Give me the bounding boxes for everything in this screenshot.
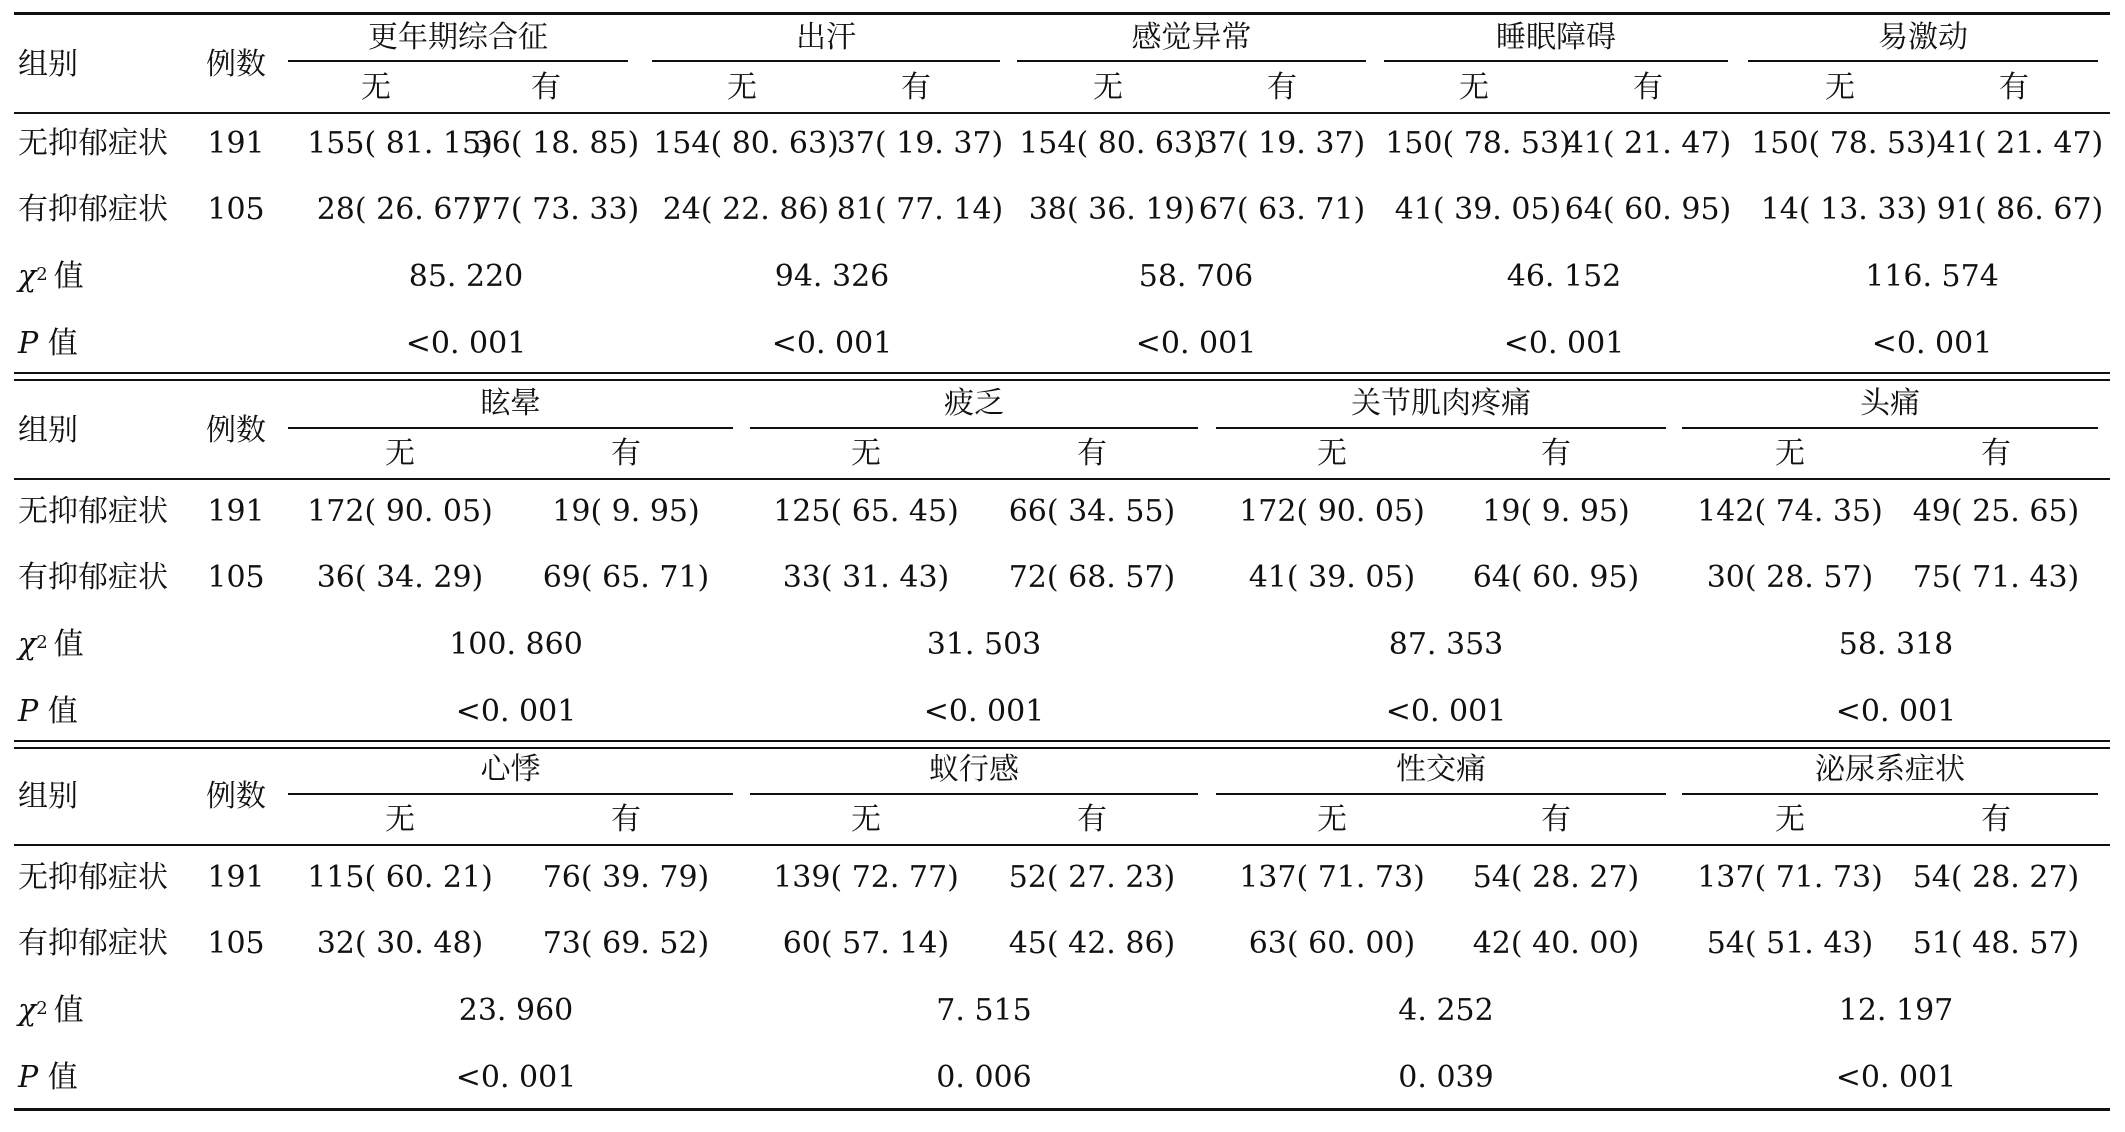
section-divider-rule	[14, 747, 2110, 749]
chi-square-label	[18, 991, 84, 1031]
data-cell: 64( 60. 95)	[1564, 192, 1732, 227]
row-count: 191	[207, 860, 265, 895]
subheader-yes: 有	[1541, 802, 1571, 837]
symptom-header: 睡眠障碍	[1496, 20, 1616, 55]
data-cell: 49( 25. 65)	[1912, 494, 2080, 529]
chi-square-value: 31. 503	[926, 627, 1042, 662]
p-value: <0. 001	[1871, 326, 1993, 361]
data-cell: 60( 57. 14)	[782, 926, 950, 961]
subheader-no: 无	[385, 802, 415, 837]
header-group-label: 组别	[18, 47, 78, 82]
subheader-yes: 有	[1541, 436, 1571, 471]
header-bottom-rule	[14, 478, 2110, 480]
symptom-header: 疲乏	[944, 386, 1004, 421]
row-count: 191	[207, 494, 265, 529]
subheader-yes: 有	[1267, 70, 1297, 105]
chi-square-label	[18, 257, 84, 297]
chi-square-value: 85. 220	[408, 259, 524, 294]
chi-square-value: 46. 152	[1506, 259, 1622, 294]
data-cell: 52( 27. 23)	[1008, 860, 1176, 895]
data-cell: 81( 77. 14)	[836, 192, 1004, 227]
chi-square-value: 87. 353	[1388, 627, 1504, 662]
data-cell: 69( 65. 71)	[542, 560, 710, 595]
section-divider-rule	[14, 740, 2110, 742]
row-count: 105	[207, 192, 265, 227]
symptom-underline	[1017, 60, 1366, 62]
data-cell: 41( 39. 05)	[1248, 560, 1416, 595]
symptom-header: 关节肌肉疼痛	[1351, 386, 1531, 421]
data-cell: 42( 40. 00)	[1472, 926, 1640, 961]
header-bottom-rule	[14, 844, 2110, 846]
data-cell: 32( 30. 48)	[316, 926, 484, 961]
chi-superscript: 2	[36, 998, 48, 1019]
data-cell: 142( 74. 35)	[1697, 494, 1883, 529]
subheader-no: 无	[385, 436, 415, 471]
symptom-header: 蚁行感	[929, 752, 1019, 787]
data-cell: 115( 60. 21)	[307, 860, 493, 895]
chi-square-value: 12. 197	[1838, 993, 1954, 1028]
chi-square-value: 23. 960	[458, 993, 574, 1028]
data-cell: 51( 48. 57)	[1912, 926, 2080, 961]
subheader-no: 无	[1093, 70, 1123, 105]
chi-square-value: 7. 515	[936, 993, 1032, 1028]
subheader-no: 无	[1775, 436, 1805, 471]
chi-symbol: χ	[18, 627, 37, 662]
symptom-header: 更年期综合征	[368, 20, 548, 55]
subheader-yes: 有	[901, 70, 931, 105]
p-value: <0. 001	[1385, 694, 1507, 729]
row-group-label: 无抑郁症状	[18, 494, 168, 529]
data-cell: 41( 39. 05)	[1394, 192, 1562, 227]
p-value-label	[18, 1058, 78, 1098]
table-top-rule	[14, 12, 2110, 15]
subheader-yes: 有	[611, 436, 641, 471]
chi-superscript: 2	[36, 264, 48, 285]
subheader-yes: 有	[611, 802, 641, 837]
p-value-suffix: 值	[47, 326, 78, 361]
header-group-label: 组别	[18, 779, 78, 814]
data-cell: 37( 19. 37)	[836, 126, 1004, 161]
p-value-suffix: 值	[47, 1060, 78, 1095]
data-cell: 155( 81. 15)	[307, 126, 493, 161]
data-cell: 14( 13. 33)	[1760, 192, 1928, 227]
subheader-no: 无	[1459, 70, 1489, 105]
data-cell: 45( 42. 86)	[1008, 926, 1176, 961]
row-count: 105	[207, 926, 265, 961]
data-cell: 66( 34. 55)	[1008, 494, 1176, 529]
row-group-label: 无抑郁症状	[18, 860, 168, 895]
symptom-underline	[750, 793, 1198, 795]
data-cell: 41( 21. 47)	[1564, 126, 1732, 161]
row-group-label: 有抑郁症状	[18, 926, 168, 961]
subheader-no: 无	[1775, 802, 1805, 837]
subheader-no: 无	[851, 802, 881, 837]
data-cell: 125( 65. 45)	[773, 494, 959, 529]
header-bottom-rule	[14, 112, 2110, 114]
p-value: <0. 001	[1835, 1060, 1957, 1095]
data-cell: 19( 9. 95)	[1482, 494, 1630, 529]
chi-value-suffix: 值	[53, 627, 84, 662]
data-cell: 73( 69. 52)	[542, 926, 710, 961]
header-count-label: 例数	[206, 413, 266, 448]
subheader-yes: 有	[1077, 802, 1107, 837]
p-value-suffix: 值	[47, 694, 78, 729]
data-cell: 72( 68. 57)	[1008, 560, 1176, 595]
row-count: 191	[207, 126, 265, 161]
p-value: <0. 001	[455, 694, 577, 729]
data-cell: 19( 9. 95)	[552, 494, 700, 529]
chi-square-value: 58. 706	[1138, 259, 1254, 294]
chi-value-suffix: 值	[53, 993, 84, 1028]
chi-square-value: 100. 860	[449, 627, 583, 662]
subheader-yes: 有	[1981, 436, 2011, 471]
p-value: <0. 001	[455, 1060, 577, 1095]
p-value-label	[18, 692, 78, 732]
data-cell: 33( 31. 43)	[782, 560, 950, 595]
data-cell: 76( 39. 79)	[542, 860, 710, 895]
chi-symbol: χ	[18, 993, 37, 1028]
symptom-underline	[288, 427, 733, 429]
subheader-yes: 有	[531, 70, 561, 105]
symptom-underline	[1216, 793, 1666, 795]
chi-value-suffix: 值	[53, 259, 84, 294]
section-divider-rule	[14, 372, 2110, 374]
subheader-no: 无	[851, 436, 881, 471]
subheader-yes: 有	[1633, 70, 1663, 105]
data-cell: 38( 36. 19)	[1028, 192, 1196, 227]
data-cell: 77( 73. 33)	[472, 192, 640, 227]
chi-square-value: 94. 326	[774, 259, 890, 294]
symptom-header: 头痛	[1860, 386, 1920, 421]
chi-square-value: 4. 252	[1398, 993, 1494, 1028]
data-cell: 54( 28. 27)	[1912, 860, 2080, 895]
data-cell: 139( 72. 77)	[773, 860, 959, 895]
data-cell: 54( 28. 27)	[1472, 860, 1640, 895]
data-cell: 28( 26. 67)	[316, 192, 484, 227]
symptom-header: 泌尿系症状	[1815, 752, 1965, 787]
symptom-underline	[750, 427, 1198, 429]
p-value: <0. 001	[1835, 694, 1957, 729]
chi-square-value: 58. 318	[1838, 627, 1954, 662]
data-cell: 154( 80. 63)	[1019, 126, 1205, 161]
table-bottom-rule	[14, 1108, 2110, 1111]
subheader-yes: 有	[1981, 802, 2011, 837]
subheader-no: 无	[361, 70, 391, 105]
symptom-header: 眩晕	[480, 386, 541, 421]
data-cell: 67( 63. 71)	[1198, 192, 1366, 227]
symptom-header: 感觉异常	[1131, 20, 1252, 55]
subheader-yes: 有	[1077, 436, 1107, 471]
row-count: 105	[207, 560, 265, 595]
data-cell: 172( 90. 05)	[1239, 494, 1425, 529]
data-cell: 172( 90. 05)	[307, 494, 493, 529]
symptom-header: 心悸	[480, 752, 541, 787]
chi-superscript: 2	[36, 632, 48, 653]
data-cell: 24( 22. 86)	[662, 192, 830, 227]
data-cell: 37( 19. 37)	[1198, 126, 1366, 161]
p-value: 0. 039	[1398, 1060, 1494, 1095]
symptom-header: 出汗	[796, 20, 856, 55]
symptom-underline	[288, 60, 628, 62]
data-cell: 91( 86. 67)	[1936, 192, 2104, 227]
header-group-label: 组别	[18, 413, 78, 448]
subheader-no: 无	[1825, 70, 1855, 105]
chi-square-label	[18, 625, 84, 665]
data-cell: 63( 60. 00)	[1248, 926, 1416, 961]
data-cell: 30( 28. 57)	[1706, 560, 1874, 595]
subheader-no: 无	[1317, 436, 1347, 471]
symptom-header: 性交痛	[1396, 752, 1486, 787]
header-count-label: 例数	[206, 47, 266, 82]
subheader-no: 无	[727, 70, 757, 105]
chi-symbol: χ	[18, 259, 37, 294]
header-count-label: 例数	[206, 779, 266, 814]
p-value: 0. 006	[936, 1060, 1032, 1095]
data-cell: 137( 71. 73)	[1697, 860, 1883, 895]
subheader-no: 无	[1317, 802, 1347, 837]
p-symbol: P	[18, 694, 48, 729]
data-cell: 137( 71. 73)	[1239, 860, 1425, 895]
p-symbol: P	[18, 1060, 48, 1095]
p-value: <0. 001	[1135, 326, 1257, 361]
p-symbol: P	[18, 326, 48, 361]
row-group-label: 无抑郁症状	[18, 126, 168, 161]
data-cell: 36( 34. 29)	[316, 560, 484, 595]
p-value: <0. 001	[771, 326, 893, 361]
subheader-yes: 有	[1999, 70, 2029, 105]
symptom-underline	[1682, 427, 2098, 429]
p-value: <0. 001	[405, 326, 527, 361]
data-cell: 150( 78. 53)	[1751, 126, 1937, 161]
data-cell: 54( 51. 43)	[1706, 926, 1874, 961]
symptom-underline	[1384, 60, 1728, 62]
row-group-label: 有抑郁症状	[18, 560, 168, 595]
symptom-underline	[652, 60, 1000, 62]
section-divider-rule	[14, 379, 2110, 381]
p-value-label	[18, 324, 78, 364]
symptom-underline	[1682, 793, 2098, 795]
data-cell: 154( 80. 63)	[653, 126, 839, 161]
data-cell: 64( 60. 95)	[1472, 560, 1640, 595]
chi-square-value: 116. 574	[1865, 259, 1999, 294]
row-group-label: 有抑郁症状	[18, 192, 168, 227]
symptom-underline	[1216, 427, 1666, 429]
p-value: <0. 001	[1503, 326, 1625, 361]
symptom-underline	[1748, 60, 2098, 62]
data-cell: 41( 21. 47)	[1936, 126, 2104, 161]
data-cell: 150( 78. 53)	[1385, 126, 1571, 161]
p-value: <0. 001	[923, 694, 1045, 729]
data-cell: 75( 71. 43)	[1912, 560, 2080, 595]
symptom-underline	[288, 793, 733, 795]
symptom-header: 易激动	[1878, 20, 1968, 55]
data-cell: 36( 18. 85)	[472, 126, 640, 161]
